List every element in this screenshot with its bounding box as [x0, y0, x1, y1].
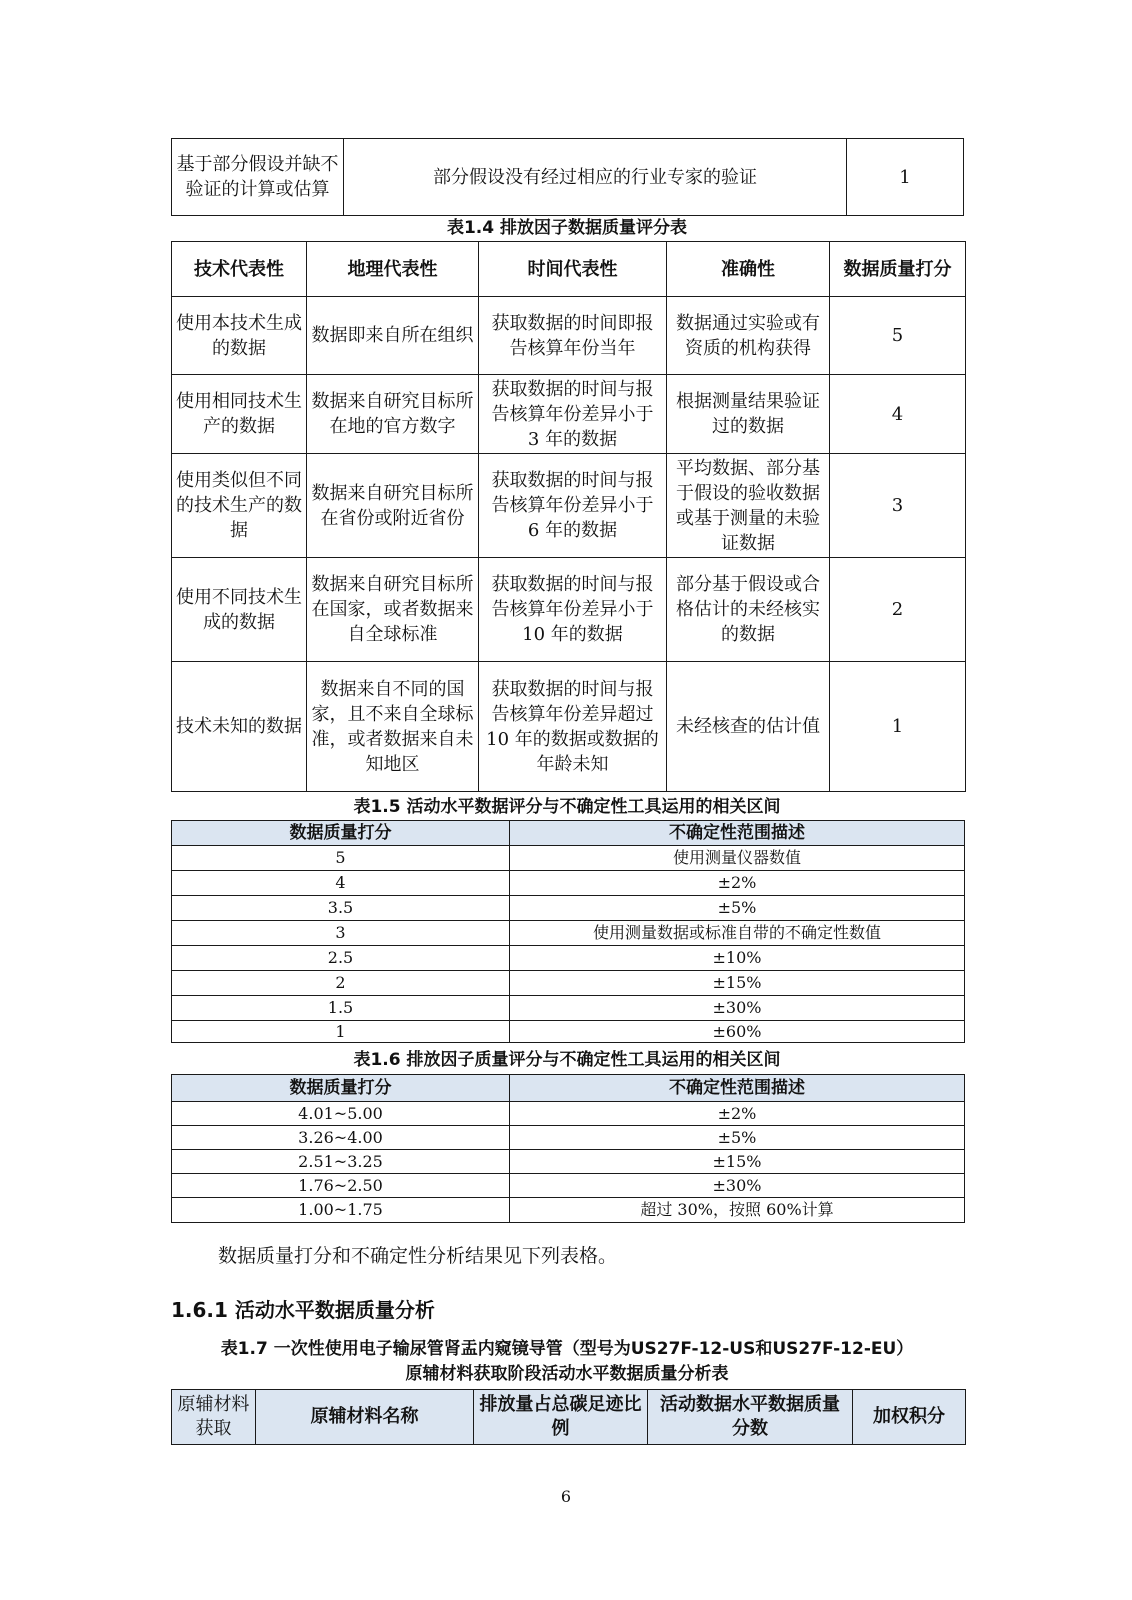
- table-cell: 获取数据的时间与报告核算年份差异小于 3 年的数据: [479, 375, 667, 454]
- table-row: [172, 558, 966, 662]
- table-cell: ±5%: [510, 1126, 965, 1150]
- table-cell: 平均数据、部分基于假设的验收数据或基于测量的未验证数据: [667, 454, 830, 558]
- table-cell: ±5%: [510, 896, 965, 921]
- table-header-row: [172, 242, 966, 297]
- column-header: 排放量占总碳足迹比例: [474, 1390, 648, 1445]
- table-header-row: [172, 821, 965, 846]
- column-header: 准确性: [667, 242, 830, 297]
- column-header: 技术代表性: [172, 242, 307, 297]
- table-cell: 部分基于假设或合格估计的未经核实的数据: [667, 558, 830, 662]
- table-cell: 数据通过实验或有资质的机构获得: [667, 297, 830, 375]
- table-cell: 使用不同技术生成的数据: [172, 558, 307, 662]
- page-number: 6: [560, 1487, 572, 1506]
- section-heading: 1.6.1 活动水平数据质量分析: [171, 1298, 435, 1322]
- table-row: [172, 946, 965, 971]
- table-cell: ±15%: [510, 1150, 965, 1174]
- table-cell: 技术未知的数据: [172, 662, 307, 792]
- table-cell: 数据来自研究目标所在省份或附近省份: [307, 454, 479, 558]
- table-row: [172, 1126, 965, 1150]
- table-cell: 根据测量结果验证过的数据: [667, 375, 830, 454]
- column-header: 原辅材料获取: [172, 1390, 256, 1445]
- table-1-7-caption-line1: 表1.7 一次性使用电子输尿管肾盂内窥镜导管（型号为US27F-12-US和US27F-12-EU）: [220, 1339, 914, 1359]
- table-row: [172, 921, 965, 946]
- table-cell: 使用类似但不同的技术生产的数据: [172, 454, 307, 558]
- table-cell: 未经核查的估计值: [667, 662, 830, 792]
- top-continuation-table: [171, 138, 964, 216]
- table-cell: 数据来自不同的国家，且不来自全球标准，或者数据来自未知地区: [307, 662, 479, 792]
- table-header-row: [172, 1390, 966, 1445]
- table-row: [172, 1198, 965, 1223]
- table-row: [172, 375, 966, 454]
- table-cell: 数据来自研究目标所在国家，或者数据来自全球标准: [307, 558, 479, 662]
- table-cell: ±30%: [510, 996, 965, 1021]
- table-row: [172, 896, 965, 921]
- table-1-4-caption: 表1.4 排放因子数据质量评分表: [446, 218, 688, 238]
- table-cell: 超过 30%，按照 60%计算: [510, 1198, 965, 1223]
- table-1-7-caption-line2: 原辅材料获取阶段活动水平数据质量分析表: [405, 1364, 729, 1384]
- table-cell: 使用测量仪器数值: [510, 846, 965, 871]
- column-header: 数据质量打分: [172, 821, 510, 846]
- column-header: 加权积分: [853, 1390, 966, 1445]
- table-row: [172, 1102, 965, 1126]
- column-header: 时间代表性: [479, 242, 667, 297]
- table-cell: 1.00~1.75: [172, 1198, 510, 1223]
- table-1-5: [171, 820, 965, 1043]
- table-cell: 获取数据的时间与报告核算年份差异小于 10 年的数据: [479, 558, 667, 662]
- table-cell: 使用本技术生成的数据: [172, 297, 307, 375]
- table-cell: ±2%: [510, 871, 965, 896]
- table-cell: 1: [830, 662, 966, 792]
- table-cell: 4: [172, 871, 510, 896]
- column-header: 数据质量打分: [830, 242, 966, 297]
- table-cell: 1.76~2.50: [172, 1174, 510, 1198]
- table-cell: 5: [830, 297, 966, 375]
- table-row: [172, 996, 965, 1021]
- table-row: [172, 871, 965, 896]
- column-header: 地理代表性: [307, 242, 479, 297]
- table-cell: 3: [830, 454, 966, 558]
- table-cell: 获取数据的时间与报告核算年份差异超过 10 年的数据或数据的年龄未知: [479, 662, 667, 792]
- table-cell: ±2%: [510, 1102, 965, 1126]
- table-cell: 1.5: [172, 996, 510, 1021]
- table-cell: ±30%: [510, 1174, 965, 1198]
- table-cell: 4.01~5.00: [172, 1102, 510, 1126]
- table-cell: 2: [830, 558, 966, 662]
- table-cell: 1: [172, 1021, 510, 1043]
- table-row: [172, 1150, 965, 1174]
- table-cell: 基于部分假设并缺不验证的计算或估算: [172, 139, 344, 216]
- table-row: [172, 454, 966, 558]
- table-1-6-caption: 表1.6 排放因子质量评分与不确定性工具运用的相关区间: [353, 1050, 781, 1070]
- table-cell: ±60%: [510, 1021, 965, 1043]
- table-header-row: [172, 1075, 965, 1102]
- table-cell: 3.26~4.00: [172, 1126, 510, 1150]
- column-header: 活动数据水平数据质量分数: [648, 1390, 853, 1445]
- column-header: 数据质量打分: [172, 1075, 510, 1102]
- table-row: [172, 1021, 965, 1043]
- table-row: [172, 846, 965, 871]
- table-row: [172, 662, 966, 792]
- table-cell: 使用测量数据或标准自带的不确定性数值: [510, 921, 965, 946]
- table-cell: 使用相同技术生产的数据: [172, 375, 307, 454]
- table-cell: 5: [172, 846, 510, 871]
- table-1-4: [171, 241, 966, 792]
- table-cell: ±15%: [510, 971, 965, 996]
- table-cell: 1: [847, 139, 964, 216]
- body-paragraph: 数据质量打分和不确定性分析结果见下列表格。: [218, 1245, 618, 1267]
- column-header: 不确定性范围描述: [510, 1075, 965, 1102]
- table-row: [172, 971, 965, 996]
- table-row: [172, 139, 964, 216]
- column-header: 原辅材料名称: [256, 1390, 474, 1445]
- table-row: [172, 1174, 965, 1198]
- table-cell: 获取数据的时间即报告核算年份当年: [479, 297, 667, 375]
- table-cell: 部分假设没有经过相应的行业专家的验证: [344, 139, 847, 216]
- table-cell: 2: [172, 971, 510, 996]
- column-header: 不确定性范围描述: [510, 821, 965, 846]
- table-cell: 3.5: [172, 896, 510, 921]
- table-cell: 4: [830, 375, 966, 454]
- table-cell: 2.51~3.25: [172, 1150, 510, 1174]
- table-1-6: [171, 1074, 965, 1223]
- table-cell: 数据即来自所在组织: [307, 297, 479, 375]
- table-1-7: [171, 1389, 966, 1445]
- table-cell: 2.5: [172, 946, 510, 971]
- table-cell: ±10%: [510, 946, 965, 971]
- table-cell: 数据来自研究目标所在地的官方数字: [307, 375, 479, 454]
- table-cell: 获取数据的时间与报告核算年份差异小于 6 年的数据: [479, 454, 667, 558]
- table-cell: 3: [172, 921, 510, 946]
- table-1-5-caption: 表1.5 活动水平数据评分与不确定性工具运用的相关区间: [353, 797, 781, 817]
- table-row: [172, 297, 966, 375]
